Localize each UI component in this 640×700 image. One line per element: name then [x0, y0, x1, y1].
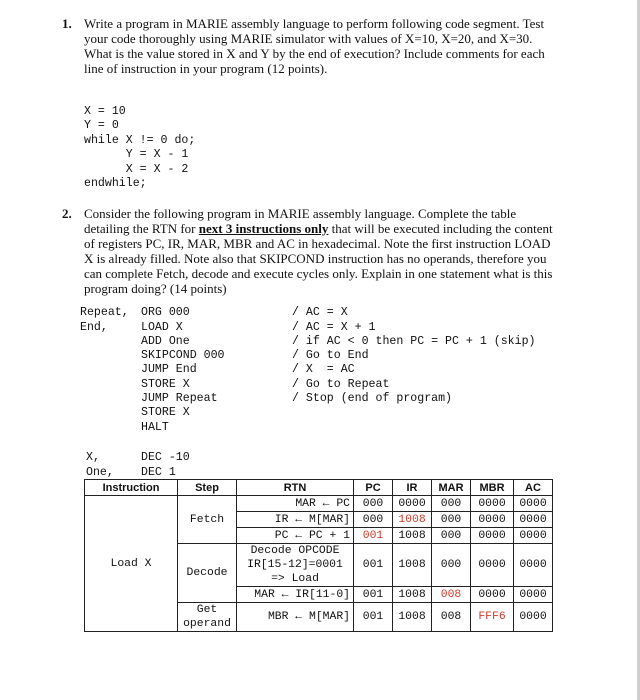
instruction: STORE X — [141, 406, 190, 420]
pc-cell: 000 — [354, 512, 393, 528]
rtn-cell: MAR ← PC — [237, 496, 354, 512]
comment: / X = AC — [292, 363, 355, 377]
instruction: JUMP End — [141, 363, 197, 377]
rtn-decode-line: IR[15-12]=0001 — [247, 559, 343, 571]
comment: / if AC < 0 then PC = PC + 1 (skip) — [292, 334, 536, 348]
program-labels — [80, 292, 129, 363]
ac-cell: 0000 — [514, 587, 553, 603]
ir-cell-changed: 1008 — [393, 512, 432, 528]
ac-cell: 0000 — [514, 496, 553, 512]
header-mbr: MBR — [471, 480, 514, 496]
rtn-table — [84, 479, 553, 632]
mar-cell: 000 — [432, 496, 471, 512]
pc-cell: 001 — [354, 587, 393, 603]
pseudo-code-block — [84, 90, 195, 206]
ac-cell: 0000 — [514, 528, 553, 544]
header-mar: MAR — [432, 480, 471, 496]
instruction: DEC 1 — [141, 465, 176, 479]
instruction: ADD One — [141, 334, 190, 348]
ac-cell: 0000 — [514, 512, 553, 528]
mbr-cell: 0000 — [471, 528, 514, 544]
mar-cell: 008 — [432, 603, 471, 632]
code-line: while X != 0 do; — [84, 133, 196, 147]
comment: / Stop (end of program) — [292, 392, 453, 406]
step-fetch: Fetch — [178, 496, 237, 544]
mbr-cell: 0000 — [471, 544, 514, 587]
comment: / AC = X — [292, 306, 348, 320]
pc-cell: 001 — [354, 544, 393, 587]
label: X, — [86, 451, 100, 465]
ir-cell: 1008 — [393, 544, 432, 587]
data-declarations — [86, 437, 286, 479]
code-line: endwhile; — [84, 177, 147, 190]
instruction: ORG 000 — [141, 306, 190, 320]
ir-cell: 1008 — [393, 603, 432, 632]
header-step: Step — [178, 480, 237, 496]
header-ir: IR — [393, 480, 432, 496]
table-header-row — [85, 480, 553, 496]
instruction: DEC -10 — [141, 451, 190, 465]
header-ac: AC — [514, 480, 553, 496]
mbr-cell: 0000 — [471, 587, 514, 603]
ir-cell: 1008 — [393, 587, 432, 603]
code-line: X = X - 2 — [84, 162, 189, 176]
pc-cell-changed: 001 — [354, 528, 393, 544]
label: Repeat, — [80, 306, 129, 320]
question-1-text: Write a program in MARIE assembly language to perform following code segment. Test your code thoroughly using MARIE simulator with values of X=10, X=20, and X=30. What is the value stored in X and Y by the end of execution? Include comments for each line of instruction in your program (12 points). — [84, 16, 545, 76]
step-line: Get — [196, 604, 218, 616]
ir-cell: 0000 — [393, 496, 432, 512]
instruction: HALT — [141, 420, 169, 434]
question-1-number: 1. — [62, 16, 72, 31]
code-line: Y = X - 1 — [84, 148, 189, 161]
ac-cell: 0000 — [514, 544, 553, 587]
rtn-cell: MBR ← M[MAR] — [237, 603, 354, 632]
step-decode: Decode — [178, 544, 237, 603]
instruction: JUMP Repeat — [141, 392, 218, 406]
comment: / Go to End — [292, 349, 369, 363]
step-line: operand — [183, 618, 231, 630]
mbr-cell: 0000 — [471, 512, 514, 528]
mar-cell: 000 — [432, 544, 471, 587]
header-pc: PC — [354, 480, 393, 496]
comment: / AC = X + 1 — [292, 320, 376, 334]
question-2-text — [84, 206, 554, 296]
rtn-decode-line: => Load — [271, 573, 319, 585]
label: One, — [86, 465, 114, 479]
marie-program — [80, 292, 560, 432]
program-comments — [292, 292, 536, 435]
mar-cell-changed: 008 — [432, 587, 471, 603]
step-get-operand — [178, 603, 237, 632]
code-line: X = 10 — [84, 104, 126, 118]
instruction-cell: Load X — [85, 496, 178, 632]
question-2-text-b: that will be executed including the content of registers PC, IR, MAR, MBR and AC in hexadecimal. Note the first instruction LOAD X is already filled. Note also that SKIPCOND instruction has no operands, therefore you can complete Fetch, decode and execute cycles only. Explain in one statement what is this program doing? (14 points) — [84, 221, 553, 296]
instruction: LOAD X — [141, 320, 183, 334]
instruction: SKIPCOND 000 — [141, 349, 225, 363]
rtn-cell: IR ← M[MAR] — [237, 512, 354, 528]
ac-cell: 0000 — [514, 603, 553, 632]
question-2-number: 2. — [62, 206, 72, 221]
question-2-emphasis: next 3 instructions only — [198, 221, 329, 236]
label: End, — [80, 320, 108, 334]
ir-cell: 1008 — [393, 528, 432, 544]
pc-cell: 001 — [354, 603, 393, 632]
rtn-cell-decode — [237, 544, 354, 587]
rtn-cell: MAR ← IR[11-0] — [237, 587, 354, 603]
header-rtn: RTN — [237, 480, 354, 496]
mbr-cell: 0000 — [471, 496, 514, 512]
mar-cell: 000 — [432, 528, 471, 544]
code-line: Y = 0 — [84, 119, 119, 132]
pc-cell: 000 — [354, 496, 393, 512]
table-row — [85, 496, 553, 512]
question-2-text-a: Consider the following program in MARIE assembly language. Complete the table detailing the RTN for — [84, 206, 517, 236]
comment: / Go to Repeat — [292, 377, 390, 391]
mbr-cell-changed: FFF6 — [471, 603, 514, 632]
header-instruction: Instruction — [85, 480, 178, 496]
instruction: STORE X — [141, 377, 190, 391]
rtn-cell: PC ← PC + 1 — [237, 528, 354, 544]
mar-cell: 000 — [432, 512, 471, 528]
rtn-decode-line: Decode OPCODE — [250, 545, 340, 557]
